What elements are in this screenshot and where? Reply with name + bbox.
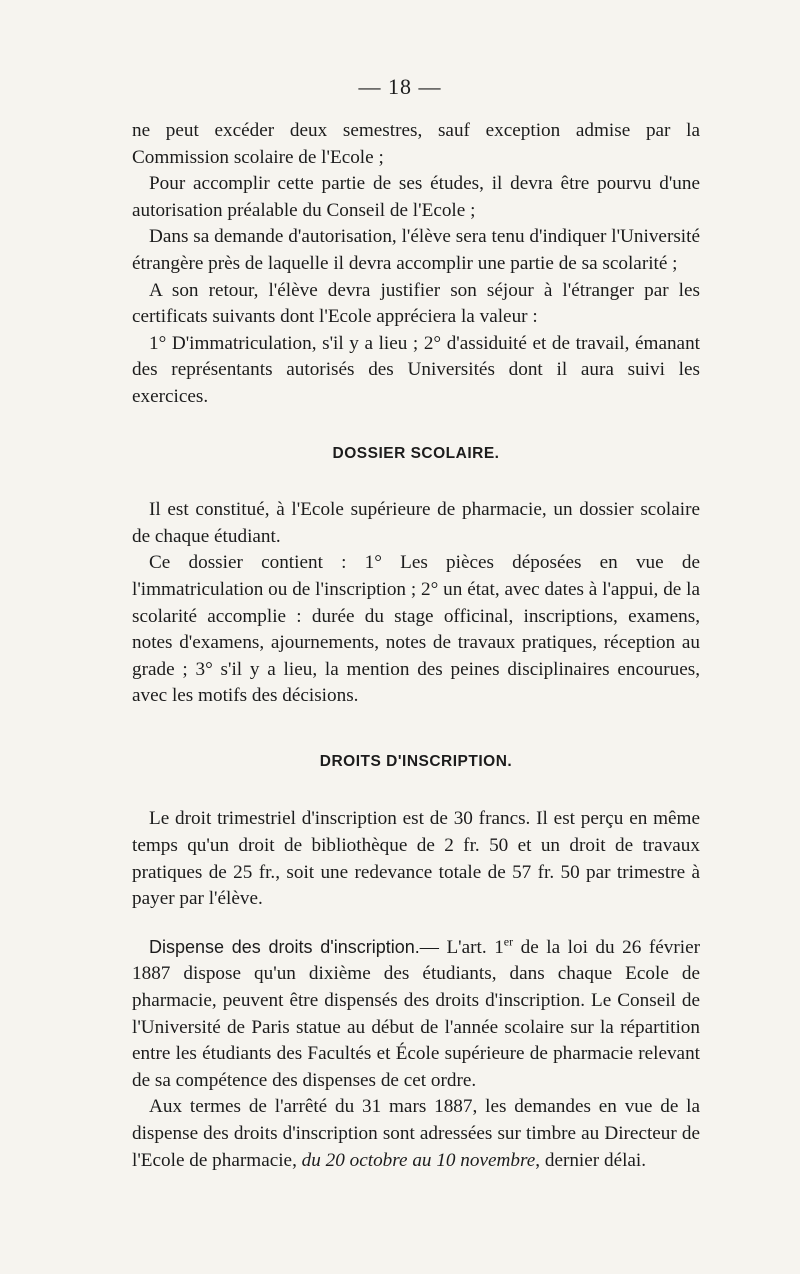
- arrete-end: , dernier délai.: [535, 1149, 647, 1171]
- dispense-title: Dispense des droits d'inscription.: [149, 936, 420, 957]
- paragraph-dossier-contenu: Ce dossier contient : 1° Les pièces déposées en vue de l'immatriculation ou de l'inscription ; 2° un état, avec dates à l'appui, de la scolarité accomplie : durée du stage officinal, inscriptions, examens, notes d'examens, ajournements, notes de travaux pratiques, réception au grade ; 3° s'il y a lieu, la mention des peines disciplinaires encourues, avec les motifs des décisions.: [132, 552, 700, 707]
- paragraph-arrete: [132, 1094, 700, 1174]
- page-body: [132, 118, 700, 1174]
- paragraph-retour: A son retour, l'élève devra justifier son séjour à l'étranger par les certificats suivants dont l'Ecole appréciera la valeur :: [132, 279, 700, 328]
- dispense-article-ref: — L'art. 1: [419, 936, 504, 958]
- paragraph-certificats: 1° D'immatriculation, s'il y a lieu ; 2° d'assiduité et de travail, émanant des représentants autorisés des Universités dont il aura suivi les exercices.: [132, 332, 700, 407]
- paragraph-dispense: [132, 934, 700, 1095]
- heading-droits-inscription: DROITS D'INSCRIPTION.: [319, 752, 513, 770]
- dispense-article-sup: er: [503, 934, 514, 949]
- heading-dossier-scolaire: DOSSIER SCOLAIRE.: [332, 444, 500, 462]
- arrete-text: Aux termes de l'arrêté du 31 mars 1887, les demandes en vue de la dispense des droits d'inscription sont adressées sur timbre au Directeur de l'Ecole de pharmacie,: [132, 1096, 700, 1171]
- paragraph-semestres: ne peut excéder deux semestres, sauf exception admise par la Commission scolaire de l'Ecole ;: [132, 120, 700, 168]
- paragraph-autorisation: Pour accomplir cette partie de ses études, il devra être pourvu d'une autorisation préalable du Conseil de l'Ecole ;: [132, 173, 700, 221]
- paragraph-droit-trimestriel: Le droit trimestriel d'inscription est de 30 francs. Il est perçu en même temps qu'un droit de bibliothèque de 2 fr. 50 et un droit de travaux pratiques de 25 fr., soit une redevance totale de 57 fr. 50 par trimestre à payer par l'élève.: [132, 808, 700, 910]
- dispense-text: de la loi du 26 février 1887 dispose qu'un dixième des étudiants, dans chaque Ecole de pharmacie, peuvent être dispensés des droits d'inscription. Le Conseil de l'Université de Paris statue au début de l'année scolaire sur la répartition entre les étudiants des Facultés et École supérieure de pharmacie relevant de sa compétence des dispenses de cet ordre.: [132, 936, 700, 1091]
- page-number: — 18 —: [358, 74, 442, 99]
- paragraph-demande: Dans sa demande d'autorisation, l'élève sera tenu d'indiquer l'Université étrangère près de laquelle il devra accomplir une partie de sa scolarité ;: [132, 226, 700, 274]
- arrete-dates: du 20 octobre au 10 novembre: [301, 1149, 536, 1171]
- paragraph-dossier-constitue: Il est constitué, à l'Ecole supérieure de pharmacie, un dossier scolaire de chaque étudiant.: [132, 499, 700, 547]
- paragraph-gap: [132, 913, 700, 934]
